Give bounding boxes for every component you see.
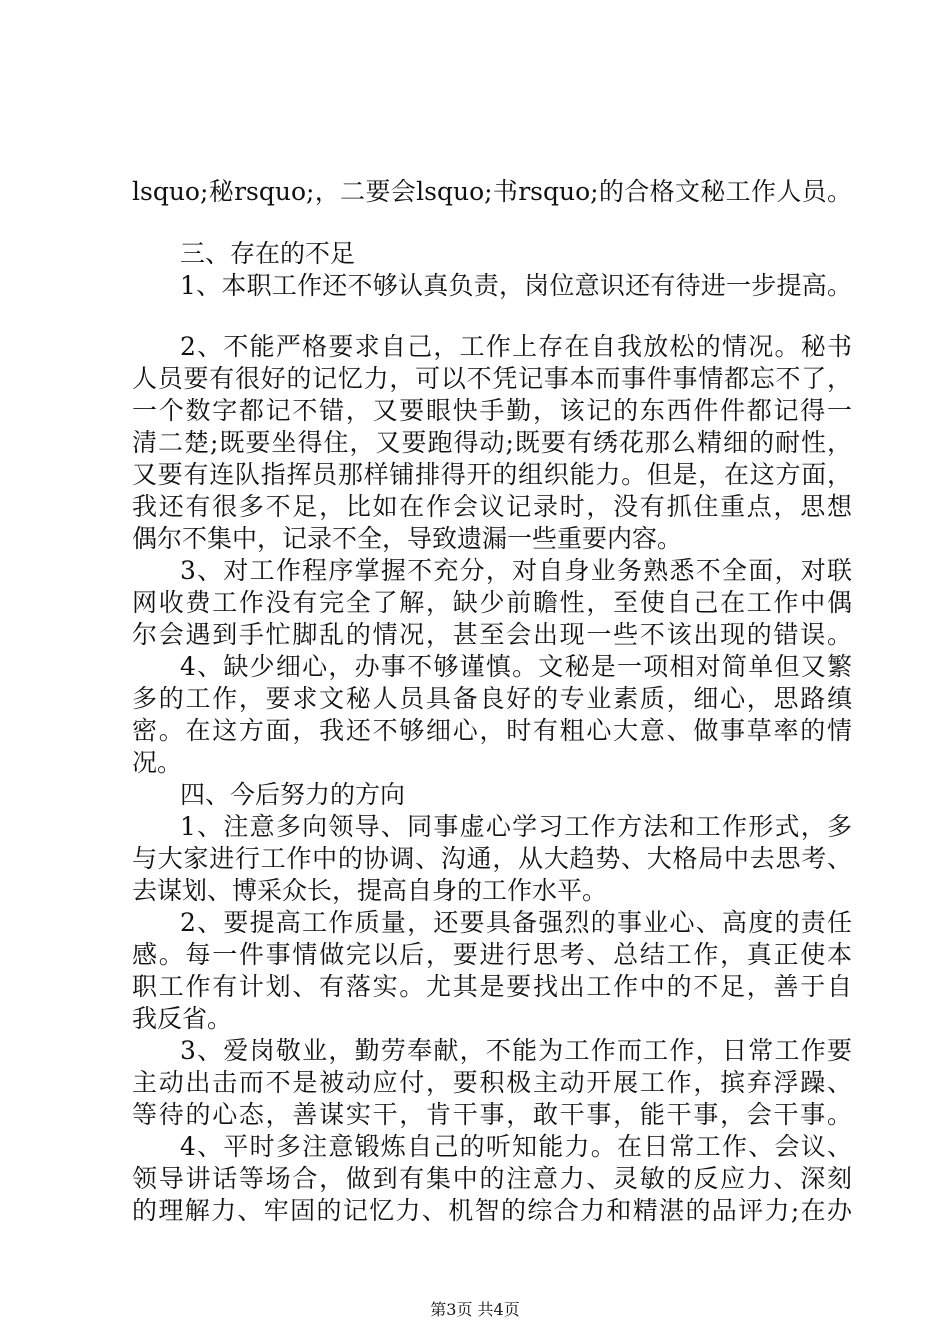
text-line: 感。每一件事情做完以后，要进行思考、总结工作，真正使本: [132, 940, 852, 969]
text-line: 4、平时多注意锻炼自己的听知能力。在日常工作、会议、: [180, 1132, 852, 1161]
text-line: 网收费工作没有完全了解，缺少前瞻性，至使自己在工作中偶: [132, 588, 852, 617]
text-line: 职工作有计划、有落实。尤其是要找出工作中的不足，善于自: [132, 972, 852, 1001]
text-line: 人员要有很好的记忆力，可以不凭记事本而事件事情都忘不了，: [132, 364, 852, 393]
text-line: 又要有连队指挥员那样铺排得开的组织能力。但是，在这方面，: [132, 460, 852, 489]
text-line: 1、本职工作还不够认真负责，岗位意识还有待进一步提高。: [180, 271, 852, 300]
text-line: 2、不能严格要求自己，工作上存在自我放松的情况。秘书: [180, 332, 852, 361]
text-line: 2、要提高工作质量，还要具备强烈的事业心、高度的责任: [180, 908, 852, 937]
text-line: 一个数字都记不错，又要眼快手勤，该记的东西件件都记得一: [132, 396, 852, 425]
text-line: 的理解力、牢固的记忆力、机智的综合力和精湛的品评力;在办: [132, 1196, 852, 1225]
text-line: 3、对工作程序掌握不充分，对自身业务熟悉不全面，对联: [180, 556, 852, 585]
text-line: 我反省。: [132, 1004, 233, 1033]
text-line: 清二楚;既要坐得住，又要跑得动;既要有绣花那么精细的耐性，: [132, 428, 852, 457]
page-footer: 第3页 共4页: [430, 1300, 520, 1319]
text-line: 偶尔不集中，记录不全，导致遗漏一些重要内容。: [132, 524, 683, 553]
text-line: 4、缺少细心，办事不够谨慎。文秘是一项相对简单但又繁: [180, 652, 852, 681]
text-line: 与大家进行工作中的协调、沟通，从大趋势、大格局中去思考、: [132, 844, 852, 873]
text-line: 1、注意多向领导、同事虚心学习工作方法和工作形式，多: [180, 812, 852, 841]
text-line: 况。: [132, 748, 183, 777]
text-line: 3、爱岗敬业，勤劳奉献，不能为工作而工作，日常工作要: [180, 1036, 852, 1065]
section-heading: 四、今后努力的方向: [180, 780, 406, 809]
text-line: 我还有很多不足，比如在作会议记录时，没有抓住重点，思想: [132, 492, 852, 521]
text-line: 领导讲话等场合，做到有集中的注意力、灵敏的反应力、深刻: [132, 1164, 852, 1193]
text-line: 等待的心态，善谋实干，肯干事，敢干事，能干事，会干事。: [132, 1100, 852, 1129]
section-heading: 三、存在的不足: [180, 239, 356, 268]
text-line: 去谋划、博采众长，提高自身的工作水平。: [132, 876, 608, 905]
text-line: 多的工作，要求文秘人员具备良好的专业素质，细心，思路缜: [132, 684, 852, 713]
text-line: 密。在这方面，我还不够细心，时有粗心大意、做事草率的情: [132, 716, 852, 745]
text-line: 尔会遇到手忙脚乱的情况，甚至会出现一些不该出现的错误。: [132, 620, 852, 649]
text-line: 主动出击而不是被动应付，要积极主动开展工作，摈弃浮躁、: [132, 1068, 852, 1097]
text-line: lsquo;秘rsquo;，二要会lsquo;书rsquo;的合格文秘工作人员。: [132, 177, 852, 206]
